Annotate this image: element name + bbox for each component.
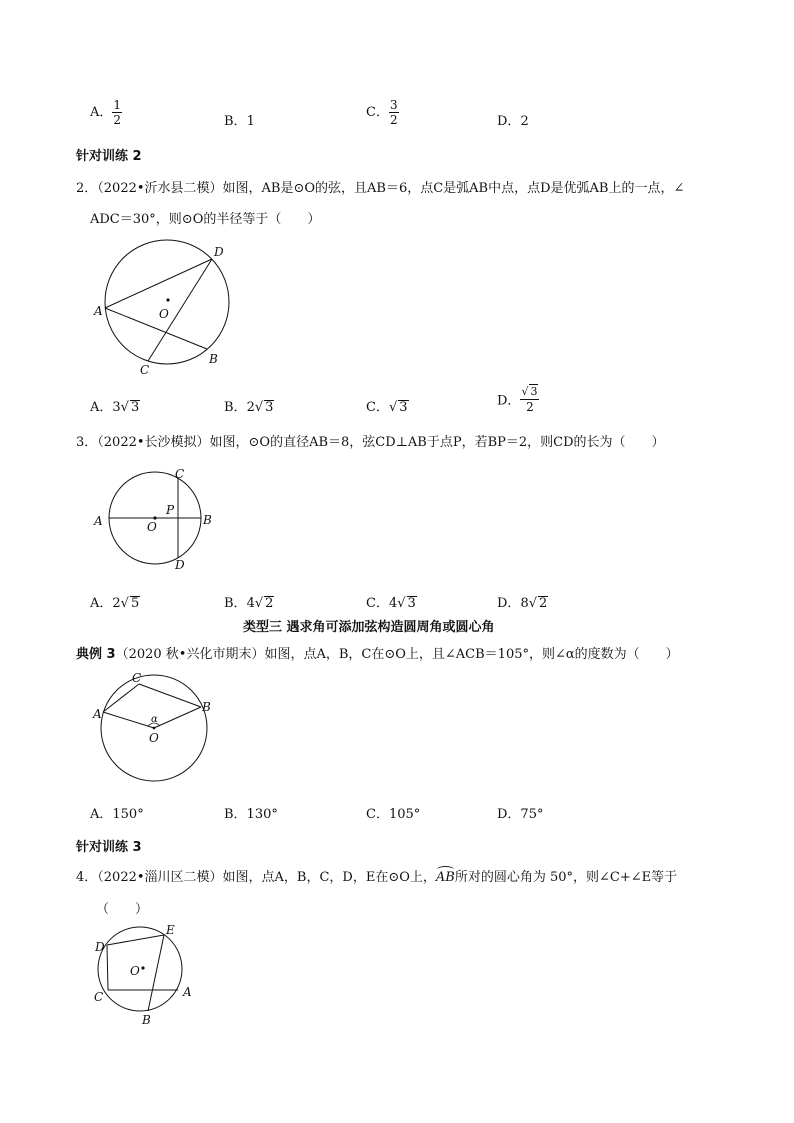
option-label: A． xyxy=(90,596,113,611)
denominator: 2 xyxy=(526,400,534,414)
q3-label-c: C xyxy=(175,467,185,481)
q3-label-d: D xyxy=(175,558,185,572)
q2-text-line-1: 2．（2022•沂水县二模）如图，AB是⊙O的弦，且AB＝6，点C是弧AB中点，点D是优弧AB上的一点，∠ xyxy=(76,181,685,196)
q4-text-line-2: （ ） xyxy=(96,902,149,917)
radical-sign: √ xyxy=(120,400,129,415)
q2-label-c: C xyxy=(140,363,150,377)
radical-sign: √ xyxy=(254,400,264,415)
arc-label: AB xyxy=(435,870,455,885)
q3-label-a: A xyxy=(94,514,103,528)
numerator: 1 xyxy=(113,98,122,112)
example-3-label-alpha: α xyxy=(151,714,158,725)
q4-label-d: D xyxy=(95,940,105,954)
radicand: 3 xyxy=(407,596,416,611)
coefficient: 3 xyxy=(112,400,121,415)
radical-sign: √ xyxy=(120,596,129,611)
q4-text-part-1: 4．（2022•淄川区二模）如图，点A，B，C，D，E在⊙O上， xyxy=(76,870,436,885)
example-3-option-c: C．105° xyxy=(366,807,421,822)
q4-label-c: C xyxy=(94,990,104,1004)
q2-label-d: D xyxy=(214,245,224,259)
example-3-label-a: A xyxy=(93,707,102,721)
denominator: 2 xyxy=(389,113,398,127)
option-label: B． xyxy=(224,596,247,611)
radical-sign: √ xyxy=(521,385,529,398)
option-value: 2 xyxy=(520,114,529,129)
q2-label-b: B xyxy=(209,352,218,366)
q4-label-b: B xyxy=(142,1013,151,1027)
coefficient: 4 xyxy=(246,596,255,611)
option-label: C． xyxy=(366,400,389,415)
option-label: D． xyxy=(497,596,521,611)
radicand: 5 xyxy=(130,596,140,611)
q4-label-e: E xyxy=(166,923,175,937)
coefficient: 4 xyxy=(388,596,398,611)
example-3-prefix: 典例 3 xyxy=(76,647,116,662)
q3-label-p: P xyxy=(166,503,175,517)
q4-chord-dc xyxy=(107,945,108,990)
q4-text-part-2: 所对的圆心角为 50°，则∠C+∠E等于 xyxy=(454,870,678,885)
q3-label-o: O xyxy=(147,520,157,534)
option-label: C． xyxy=(366,105,389,120)
q2-label-o: O xyxy=(159,307,169,321)
drill-2-heading: 针对训练 2 xyxy=(76,149,142,164)
radical-sign: √ xyxy=(254,596,264,611)
option-label: D． xyxy=(497,393,521,409)
example-3-label-o: O xyxy=(149,731,159,745)
option-label: C． xyxy=(366,596,389,611)
example-3-label-c: C xyxy=(132,671,142,685)
drill-3-heading: 针对训练 3 xyxy=(76,840,142,855)
q2-text-line-2: ADC＝30°，则⊙O的半径等于（ ） xyxy=(90,212,321,227)
radicand: 2 xyxy=(265,596,274,611)
q4-chord-eb xyxy=(148,935,164,1011)
q3-label-b: B xyxy=(203,513,212,527)
radical-sign: √ xyxy=(528,596,538,611)
section-3-heading: 类型三 遇求角可添加弦构造圆周角或圆心角 xyxy=(243,620,495,635)
radicand: 3 xyxy=(399,400,408,415)
option-label: B． xyxy=(224,114,247,129)
radical-sign: √ xyxy=(397,596,406,611)
q4-center-dot xyxy=(141,966,144,969)
q2-label-a: A xyxy=(94,304,103,318)
example-3-option-d: D．75° xyxy=(497,807,544,822)
q4-label-o: O xyxy=(130,964,140,978)
denominator: 2 xyxy=(113,113,122,127)
q3-text-line-1: 3．（2022•长沙模拟）如图，⊙O的直径AB＝8，弦CD⊥AB于点P，若BP＝2，则CD的长为（ ） xyxy=(76,435,665,450)
option-label: D． xyxy=(497,114,521,129)
example-3-question: （2020 秋•兴化市期末）如图，点A，B，C在⊙O上，且∠ACB＝105°，则∠α的度数为（ ） xyxy=(115,647,679,662)
radicand: 2 xyxy=(539,596,548,611)
radicand: 3 xyxy=(530,385,538,398)
example-3-option-b: B．130° xyxy=(224,807,278,822)
coefficient: 2 xyxy=(112,596,121,611)
q4-label-a: A xyxy=(183,985,192,999)
radical-sign: √ xyxy=(388,400,398,415)
radicand: 3 xyxy=(265,400,274,415)
numerator: 3 xyxy=(389,98,398,112)
coefficient: 2 xyxy=(246,400,255,415)
example-3-option-a: A．150° xyxy=(90,807,144,822)
option-value: 1 xyxy=(246,114,255,129)
coefficient: 8 xyxy=(520,596,529,611)
option-label: A． xyxy=(90,400,113,415)
option-label: A． xyxy=(90,105,113,120)
option-label: B． xyxy=(224,400,247,415)
radicand: 3 xyxy=(130,400,140,415)
example-3-label-b: B xyxy=(202,700,211,714)
q4-chord-de xyxy=(107,935,164,945)
